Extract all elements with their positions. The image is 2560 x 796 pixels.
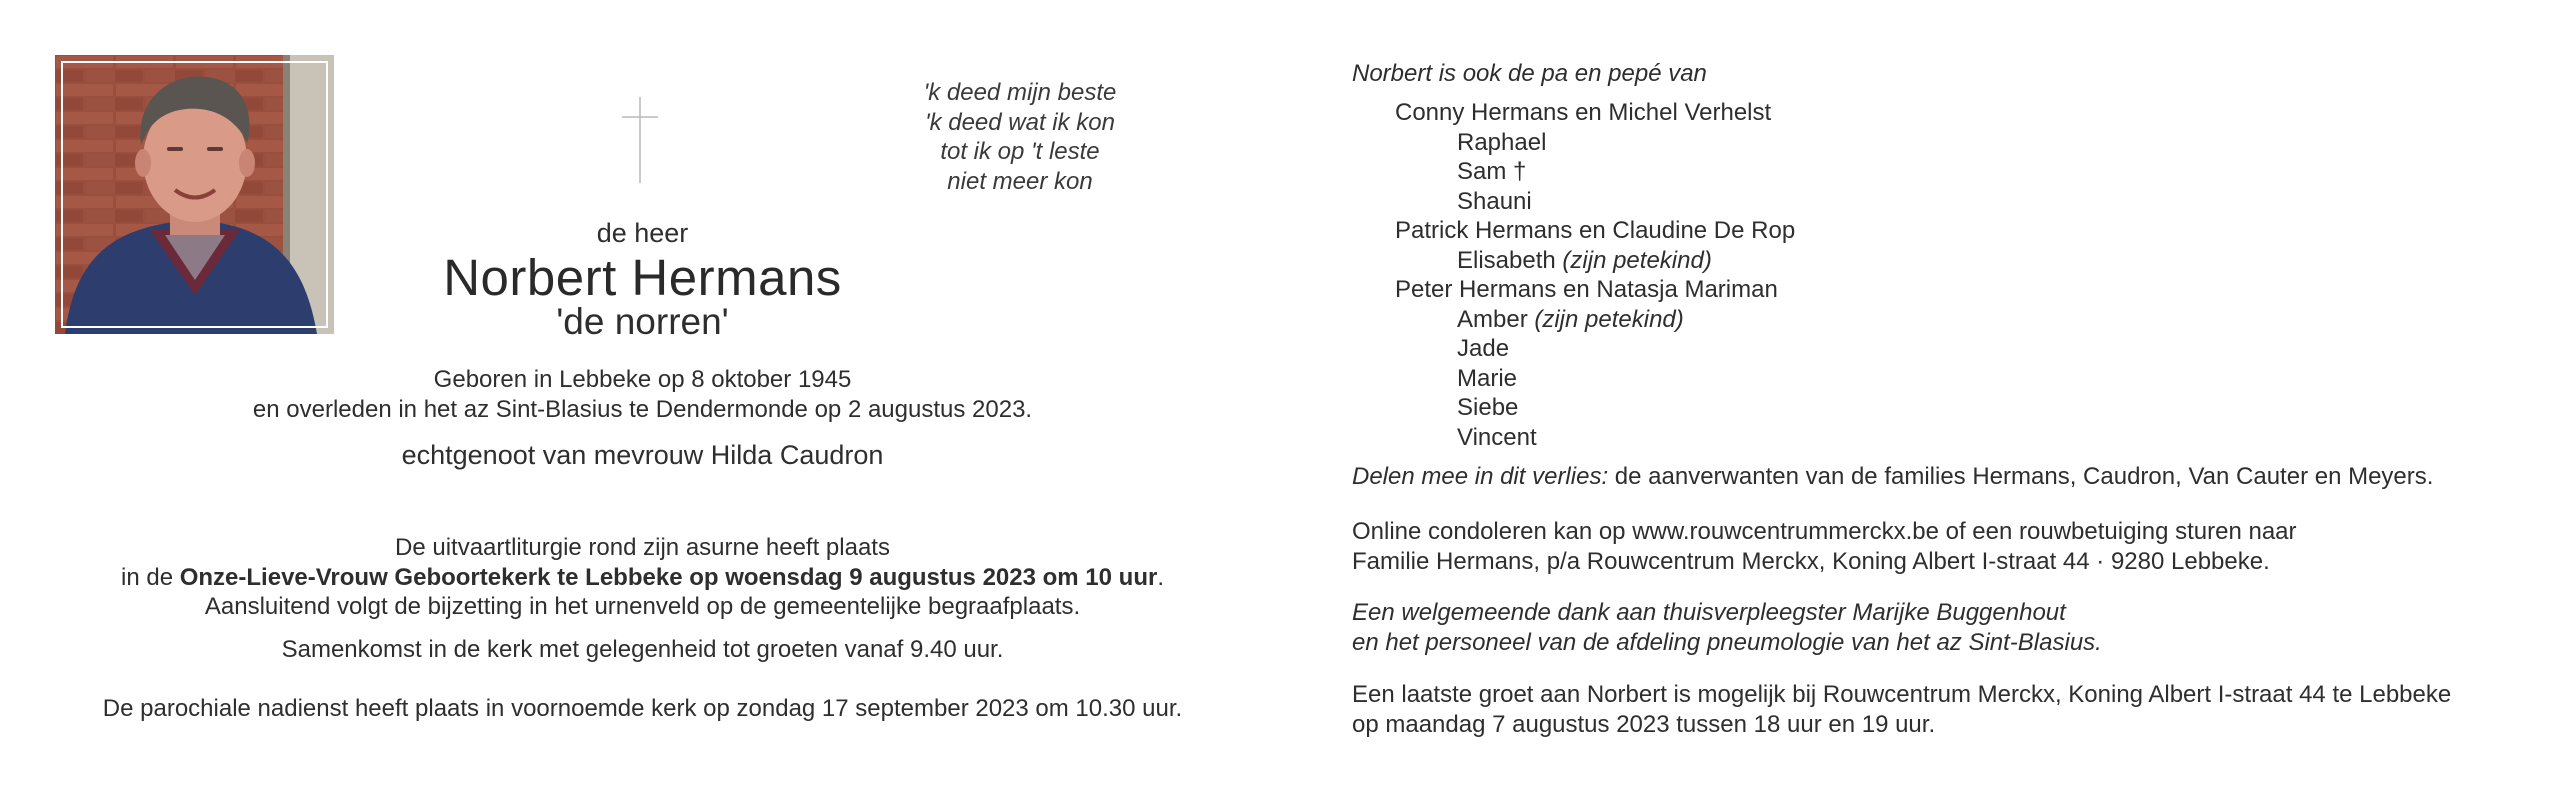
last-greet-line: Een laatste groet aan Norbert is mogelijk bij Rouwcentrum Merckx, Koning Albert I-straat 44 te Lebbeke — [1352, 681, 2452, 708]
thanks — [1352, 598, 2532, 657]
grandchild: Sam † — [1457, 158, 1527, 185]
condolence-info — [1352, 517, 2532, 576]
family-intro: Norbert is ook de pa en pepé van — [1352, 60, 1707, 87]
cross-icon — [610, 95, 670, 185]
thanks-line: Een welgemeende dank aan thuisverpleegster Marijke Buggenhout — [1352, 599, 2066, 626]
last-greeting — [1352, 680, 2532, 739]
nickname: 'de norren' — [556, 301, 729, 342]
grandchild: Vincent — [1457, 423, 1537, 451]
spouse-line: echtgenoot van mevrouw Hilda Caudron — [401, 440, 884, 470]
funeral-info — [0, 533, 1285, 622]
funeral-location-time: Onze-Lieve-Vrouw Geboortekerk te Lebbeke op woensdag 9 augustus 2023 om 10 uur — [179, 563, 1158, 591]
grandchild-name: Amber — [1457, 305, 1528, 333]
gathering-line: Samenkomst in de kerk met gelegenheid tot groeten vanaf 9.40 uur. — [281, 636, 1004, 663]
funeral-line-2 — [0, 563, 1285, 593]
birth-death-info — [0, 365, 1285, 424]
poem-line: niet meer kon — [947, 167, 1093, 195]
funeral-prefix: in de — [121, 563, 180, 591]
godchild-note: (zijn petekind) — [1562, 246, 1712, 274]
poem — [855, 78, 1185, 196]
grandchild: Shauni — [1457, 187, 1532, 215]
share-label: Delen mee in dit verlies: — [1352, 463, 1609, 490]
grandchild — [1352, 246, 2532, 276]
funeral-suffix: . — [1157, 563, 1164, 591]
grandchild: Marie — [1457, 364, 1518, 392]
grandchild: Raphael — [1457, 128, 1547, 156]
grandchild: Siebe — [1457, 394, 1519, 421]
family-couple: Peter Hermans en Natasja Mariman — [1395, 276, 1778, 303]
family-couple: Conny Hermans en Michel Verhelst — [1395, 99, 1772, 126]
poem-line: 'k deed wat ik kon — [924, 108, 1116, 136]
honorific: de heer — [596, 218, 689, 248]
poem-line: 'k deed mijn beste — [923, 79, 1117, 106]
deceased-name: Norbert Hermans — [443, 249, 842, 306]
poem-line: tot ik op 't leste — [940, 138, 1100, 165]
thanks-line: en het personeel van de afdeling pneumologie van het az Sint-Blasius. — [1352, 628, 2102, 656]
family-couple: Patrick Hermans en Claudine De Rop — [1395, 217, 1796, 244]
died-line: en overleden in het az Sint-Blasius te Dendermonde op 2 augustus 2023. — [252, 395, 1033, 423]
last-greet-line: op maandag 7 augustus 2023 tussen 18 uur en 19 uur. — [1352, 710, 1936, 738]
condole-line: Familie Hermans, p/a Rouwcentrum Merckx, Koning Albert I-straat 44 · 9280 Lebbeke. — [1352, 547, 2270, 575]
condole-line: Online condoleren kan op www.rouwcentrummerckx.be of een rouwbetuiging sturen naar — [1352, 518, 2297, 545]
born-line: Geboren in Lebbeke op 8 oktober 1945 — [433, 366, 852, 393]
funeral-line-1: De uitvaartliturgie rond zijn asurne heeft plaats — [395, 534, 890, 561]
memorial-line: De parochiale nadienst heeft plaats in voornoemde kerk op zondag 17 september 2023 om 10.30 uur. — [102, 695, 1183, 722]
grandchild: Jade — [1457, 335, 1510, 362]
grandchild-name: Elisabeth — [1457, 246, 1556, 274]
share-text: de aanverwanten van de families Hermans, Caudron, Van Cauter en Meyers. — [1608, 463, 2434, 490]
funeral-line-3: Aansluitend volgt de bijzetting in het urnenveld op de gemeentelijke begraafplaats. — [204, 593, 1081, 620]
godchild-note: (zijn petekind) — [1534, 305, 1684, 333]
grandchild — [1352, 305, 2532, 335]
share-grief — [1352, 463, 2532, 491]
family-list — [1352, 98, 2532, 452]
